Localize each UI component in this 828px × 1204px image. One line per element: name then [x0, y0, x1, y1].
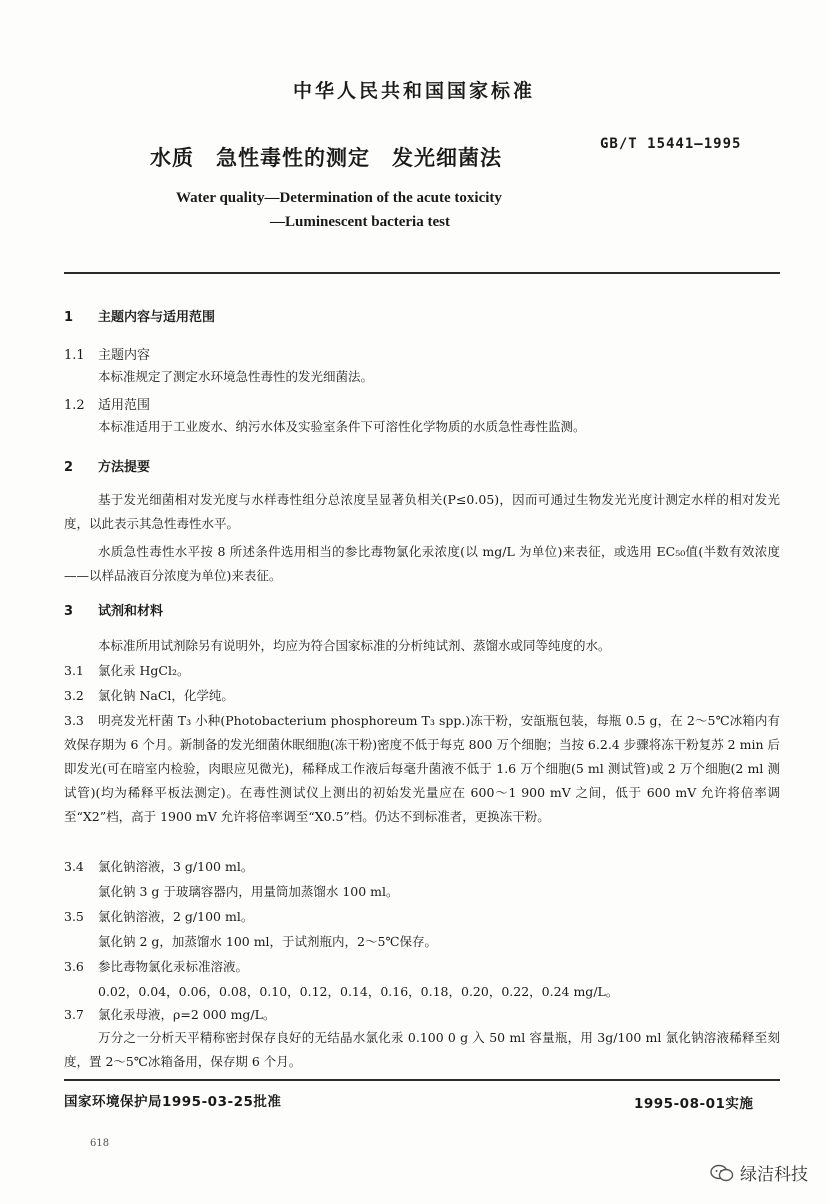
- chat-bubble-icon: [710, 1164, 734, 1182]
- clause-3-3: 3.3 明亮发光杆菌 T₃ 小种(Photobacterium phosphoreum T₃ spp.)冻干粉，安瓿瓶包装，每瓶 0.5 g，在 2～5℃冰箱内有效保存期为 6 个月。新制备的发光细菌休眠细胞(冻干粉)密度不低于每克 800 万个细胞；当按 6.2.4 步骤将冻干粉复苏 2 min 后即发光(可在暗室内检验，肉眼应见微光)，稀释成工作液后每毫升菌液不低于 1.6 万个细胞(5 ml 测试管)或 2 万个细胞(2 ml 测试管)(均为稀释平板法测定)。在毒性测试仪上测出的初始发光量应在 600～1 900 mV 之间，低于 600 mV 允许将倍率调至“X2”档，高于 1900 mV 允许将倍率调至“X0.5”档。仍达不到标准者，更换冻干粉。: [64, 713, 780, 824]
- title-chinese: 水质 急性毒性的测定 发光细菌法: [150, 146, 502, 170]
- section-2-heading: 2 方法提要: [64, 460, 151, 475]
- section-1-1-text: 本标准规定了测定水环境急性毒性的发光细菌法。: [98, 369, 374, 384]
- clause-3-1: 3.1 氯化汞 HgCl₂。: [64, 663, 190, 678]
- section-2-paragraph-1: 基于发光细菌相对发光度与水样毒性组分总浓度呈显著负相关(P≤0.05)，因而可通过生物发光光度计测定水样的相对发光度，以此表示其急性毒性水平。: [64, 492, 780, 531]
- clause-3-7: 3.7 氯化汞母液，ρ=2 000 mg/L。: [64, 1007, 276, 1022]
- clause-3-4: 3.4 氯化钠溶液，3 g/100 ml。: [64, 859, 254, 874]
- header-rule: [64, 272, 780, 274]
- title-english-line2: —Luminescent bacteria test: [270, 214, 450, 230]
- section-3-paragraph: 本标准所用试剂除另有说明外，均应为符合国家标准的分析纯试剂、蒸馏水或同等纯度的水。: [98, 638, 611, 653]
- clause-3-4-detail: 氯化钠 3 g 于玻璃容器内，用量筒加蒸馏水 100 ml。: [98, 884, 399, 899]
- title-english-line1: Water quality—Determination of the acute toxicity: [176, 190, 502, 206]
- clause-3-2: 3.2 氯化钠 NaCl，化学纯。: [64, 688, 234, 703]
- section-2-paragraph-2: 水质急性毒性水平按 8 所述条件选用相当的参比毒物氯化汞浓度(以 mg/L 为单位)来表征，或选用 EC₅₀值(半数有效浓度——以样品液百分浓度为单位)来表征。: [64, 544, 780, 583]
- section-1-2-heading: 1.2 适用范围: [64, 398, 151, 413]
- section-3-heading: 3 试剂和材料: [64, 604, 164, 619]
- clause-3-6-detail: 0.02，0.04，0.06，0.08，0.10，0.12，0.14，0.16，0.18，0.20，0.22，0.24 mg/L。: [98, 984, 619, 999]
- brand-name: 绿洁科技: [740, 1165, 808, 1185]
- section-1-heading: 1 主题内容与适用范围: [64, 310, 216, 325]
- section-1-2-text: 本标准适用于工业废水、纳污水体及实验室条件下可溶性化学物质的水质急性毒性监测。: [98, 419, 586, 434]
- clause-3-7-detail: 万分之一分析天平精称密封保存良好的无结晶水氯化汞 0.100 0 g 入 50 ml 容量瓶，用 3g/100 ml 氯化钠溶液稀释至刻度，置 2～5℃冰箱备用，保存期 6 个月。: [64, 1030, 780, 1069]
- clause-3-5: 3.5 氯化钠溶液，2 g/100 ml。: [64, 909, 254, 924]
- approval-info: 国家环境保护局1995-03-25批准: [64, 1094, 282, 1110]
- implementation-date: 1995-08-01实施: [634, 1096, 754, 1112]
- issuing-authority: 中华人民共和国国家标准: [292, 80, 535, 102]
- standard-code: GB/T 15441—1995: [600, 136, 742, 152]
- clause-3-6: 3.6 参比毒物氯化汞标准溶液。: [64, 959, 249, 974]
- footer-rule: [64, 1079, 780, 1081]
- clause-3-5-detail: 氯化钠 2 g，加蒸馏水 100 ml，于试剂瓶内，2～5℃保存。: [98, 934, 437, 949]
- brand-watermark: [710, 1160, 808, 1185]
- section-1-1-heading: 1.1 主题内容: [64, 348, 151, 363]
- page-number: 618: [90, 1138, 110, 1149]
